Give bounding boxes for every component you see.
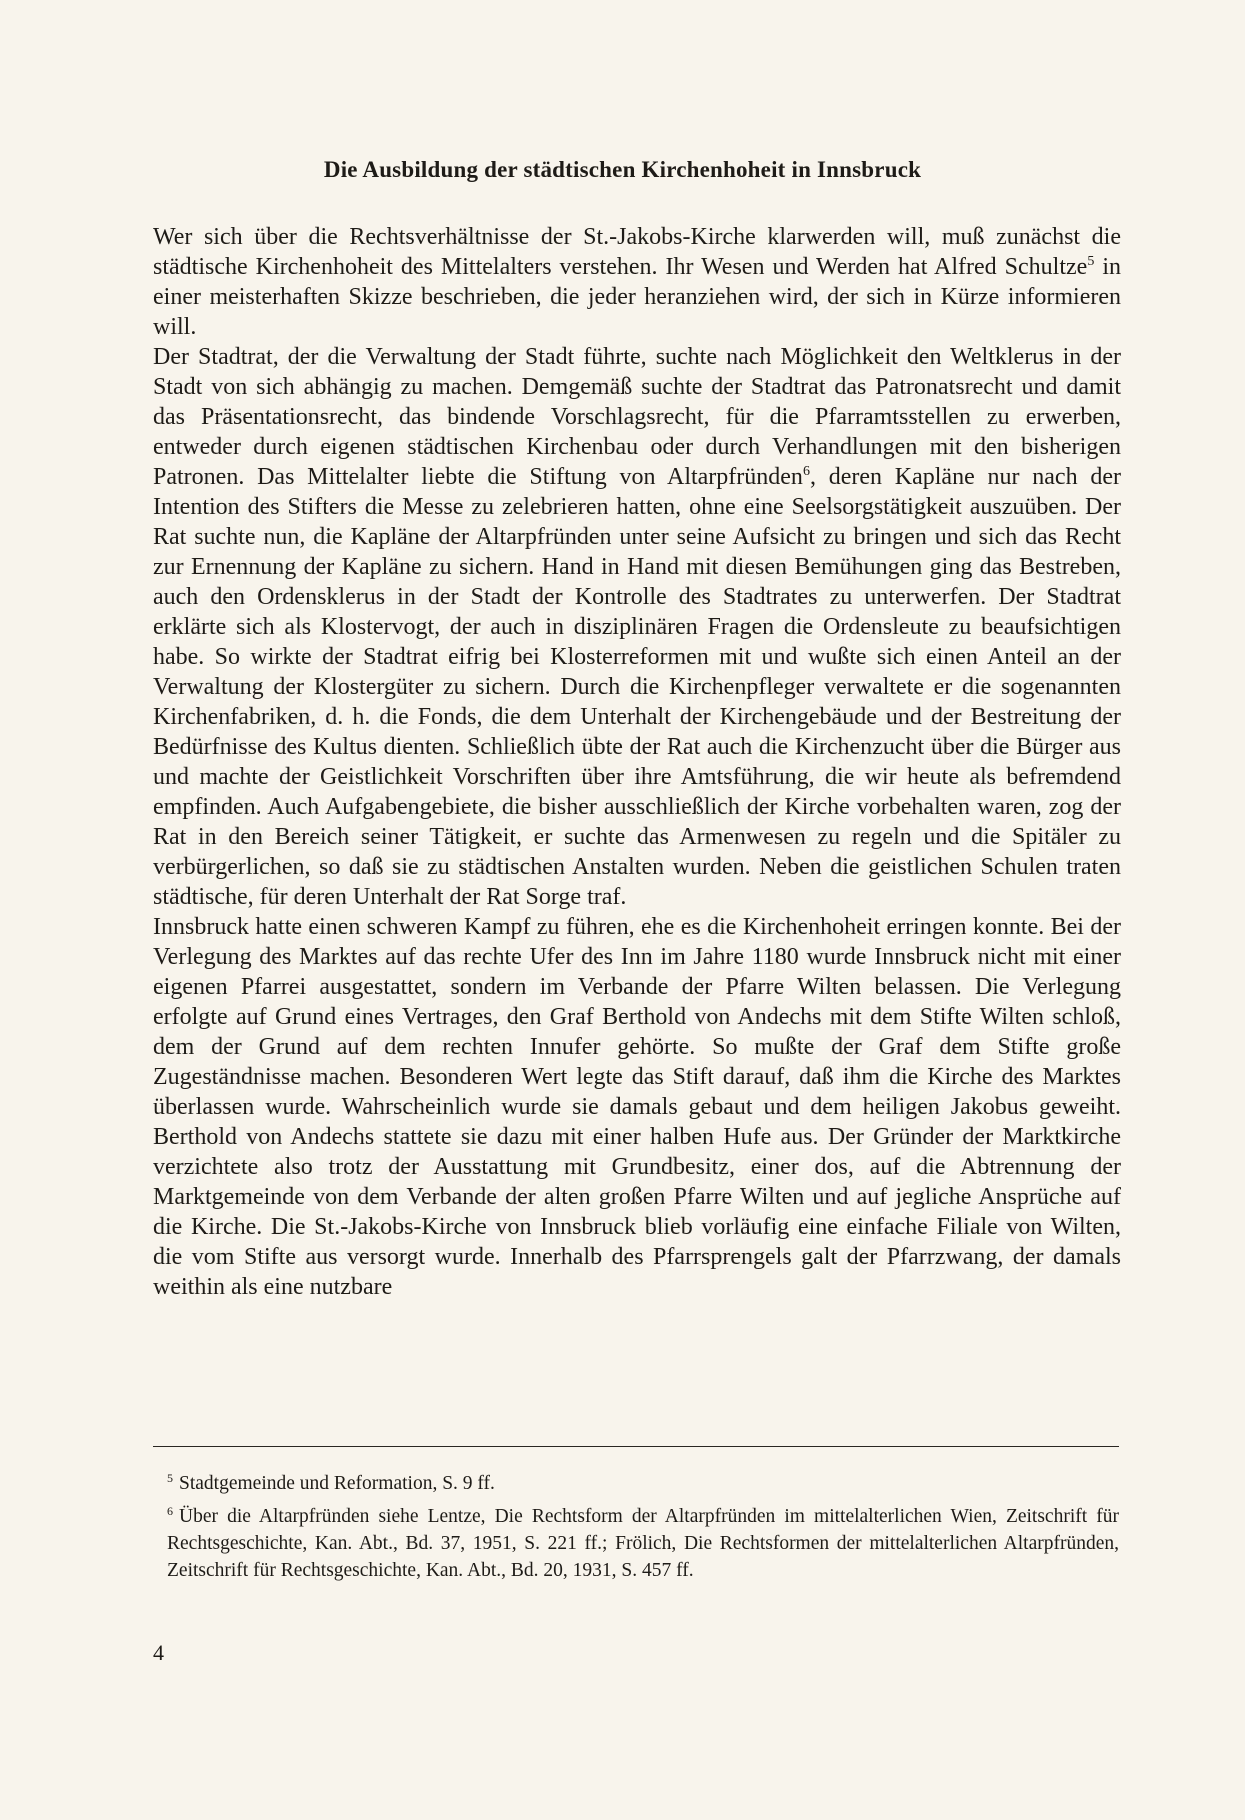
paragraph-1-text-b: in einer meisterhaften Skizze beschrieben, die jeder heranziehen wird, der sich in Kürze informieren will. bbox=[153, 254, 1121, 340]
paragraph-1-text-a: Wer sich über die Rechtsverhältnisse der St.-Jakobs-Kirche klarwerden will, muß zunächst die städtische Kirchenhoheit des Mittelalters verstehen. Ihr Wesen und Werden hat Alfred Schultze bbox=[153, 224, 1121, 280]
paragraph-1 bbox=[153, 222, 1121, 342]
body-text bbox=[153, 222, 1121, 1302]
footnote-6 bbox=[153, 1503, 1119, 1584]
footnote-text: Über die Altarpfründen siehe Lentze, Die Rechtsform der Altarpfründen im mittelalterlichen Wien, Zeitschrift für Rechtsgeschichte, Kan. Abt., Bd. 37, 1951, S. 221 ff.; Frölich, Die Rechtsformen der mittelalterlichen Altarpfründen, Zeitschrift für Rechtsgeschichte, Kan. Abt., Bd. 20, 1931, S. 457 ff. bbox=[167, 1506, 1119, 1581]
footnote-5 bbox=[153, 1470, 1119, 1497]
paragraph-3 bbox=[153, 912, 1121, 1302]
page-number: 4 bbox=[153, 1640, 164, 1665]
footnote-text: Stadtgemeinde und Reformation, S. 9 ff. bbox=[179, 1473, 495, 1494]
section-heading: Die Ausbildung der städtischen Kirchenhoheit in Innsbruck bbox=[323, 157, 922, 182]
footnote-number: 6 bbox=[167, 1503, 173, 1518]
footnote-number: 5 bbox=[167, 1470, 173, 1485]
footnote-ref-5: 5 bbox=[1087, 254, 1095, 269]
paragraph-3-text: Innsbruck hatte einen schweren Kampf zu führen, ehe es die Kirchenhoheit erringen konnte. Bei der Verlegung des Marktes auf das rechte Ufer des Inn im Jahre 1180 wurde Innsbruck nicht mit einer eigenen Pfarrei ausgestattet, sondern im Verbande der Pfarre Wilten belassen. Die Verlegung erfolgte auf Grund eines Vertrages, den Graf Berthold von Andechs mit dem Stifte Wilten schloß, dem der Grund auf dem rechten Innufer gehörte. So mußte der Graf dem Stifte große Zugeständnisse machen. Besonderen Wert legte das Stift darauf, daß ihm die Kirche des Marktes überlassen wurde. Wahrscheinlich wurde sie damals gebaut und dem heiligen Jakobus geweiht. Berthold von Andechs stattete sie dazu mit einer halben Hufe aus. Der Gründer der Marktkirche verzichtete also trotz der Ausstattung mit Grundbesitz, einer dos, auf die Abtrennung der Marktgemeinde von dem Verbande der alten großen Pfarre Wilten und auf jegliche Ansprüche auf die Kirche. Die St.-Jakobs-Kirche von Innsbruck blieb vorläufig eine einfache Filiale von Wilten, die vom Stifte aus versorgt wurde. Innerhalb des Pfarrsprengels galt der Pfarrzwang, der damals weithin als eine nutzbare bbox=[153, 914, 1121, 1300]
paragraph-2 bbox=[153, 342, 1121, 912]
footnotes bbox=[153, 1470, 1119, 1590]
paragraph-2-text-a: Der Stadtrat, der die Verwaltung der Stadt führte, suchte nach Möglichkeit den Weltklerus in der Stadt von sich abhängig zu machen. Demgemäß suchte der Stadtrat das Patronatsrecht und damit das Präsentationsrecht, das bindende Vorschlagsrecht, für die Pfarramtsstellen zu erwerben, entweder durch eigenen städtischen Kirchenbau oder durch Verhandlungen mit den bisherigen Patronen. Das Mittelalter liebte die Stiftung von Altarpfründen bbox=[153, 344, 1121, 490]
paragraph-2-text-b: , deren Kapläne nur nach der Intention des Stifters die Messe zu zelebrieren hatten, ohne eine Seelsorgstätigkeit auszuüben. Der Rat suchte nun, die Kapläne der Altarpfründen unter seine Aufsicht zu bringen und sich das Recht zur Ernennung der Kapläne zu sichern. Hand in Hand mit diesen Bemühungen ging das Bestreben, auch den Ordensklerus in der Stadt der Kontrolle des Stadtrates zu unterwerfen. Der Stadtrat erklärte sich als Klostervogt, der auch in disziplinären Fragen die Ordensleute zu beaufsichtigen habe. So wirkte der Stadtrat eifrig bei Klosterreformen mit und wußte sich einen Anteil an der Verwaltung der Klostergüter zu sichern. Durch die Kirchenpfleger verwaltete er die sogenannten Kirchenfabriken, d. h. die Fonds, die dem Unterhalt der Kirchengebäude und der Bestreitung der Bedürfnisse des Kultus dienten. Schließlich übte der Rat auch die Kirchenzucht über die Bürger aus und machte der Geistlichkeit Vorschriften über ihre Amtsführung, die wir heute als befremdend empfinden. Auch Aufgabengebiete, die bisher ausschließlich der Kirche vorbehalten waren, zog der Rat in den Bereich seiner Tätigkeit, er suchte das Armenwesen zu regeln und die Spitäler zu verbürgerlichen, so daß sie zu städtischen Anstalten wurden. Neben die geistlichen Schulen traten städtische, für deren Unterhalt der Rat Sorge traf. bbox=[153, 464, 1121, 910]
footnote-ref-6: 6 bbox=[802, 464, 810, 479]
footnote-divider bbox=[153, 1446, 1119, 1447]
